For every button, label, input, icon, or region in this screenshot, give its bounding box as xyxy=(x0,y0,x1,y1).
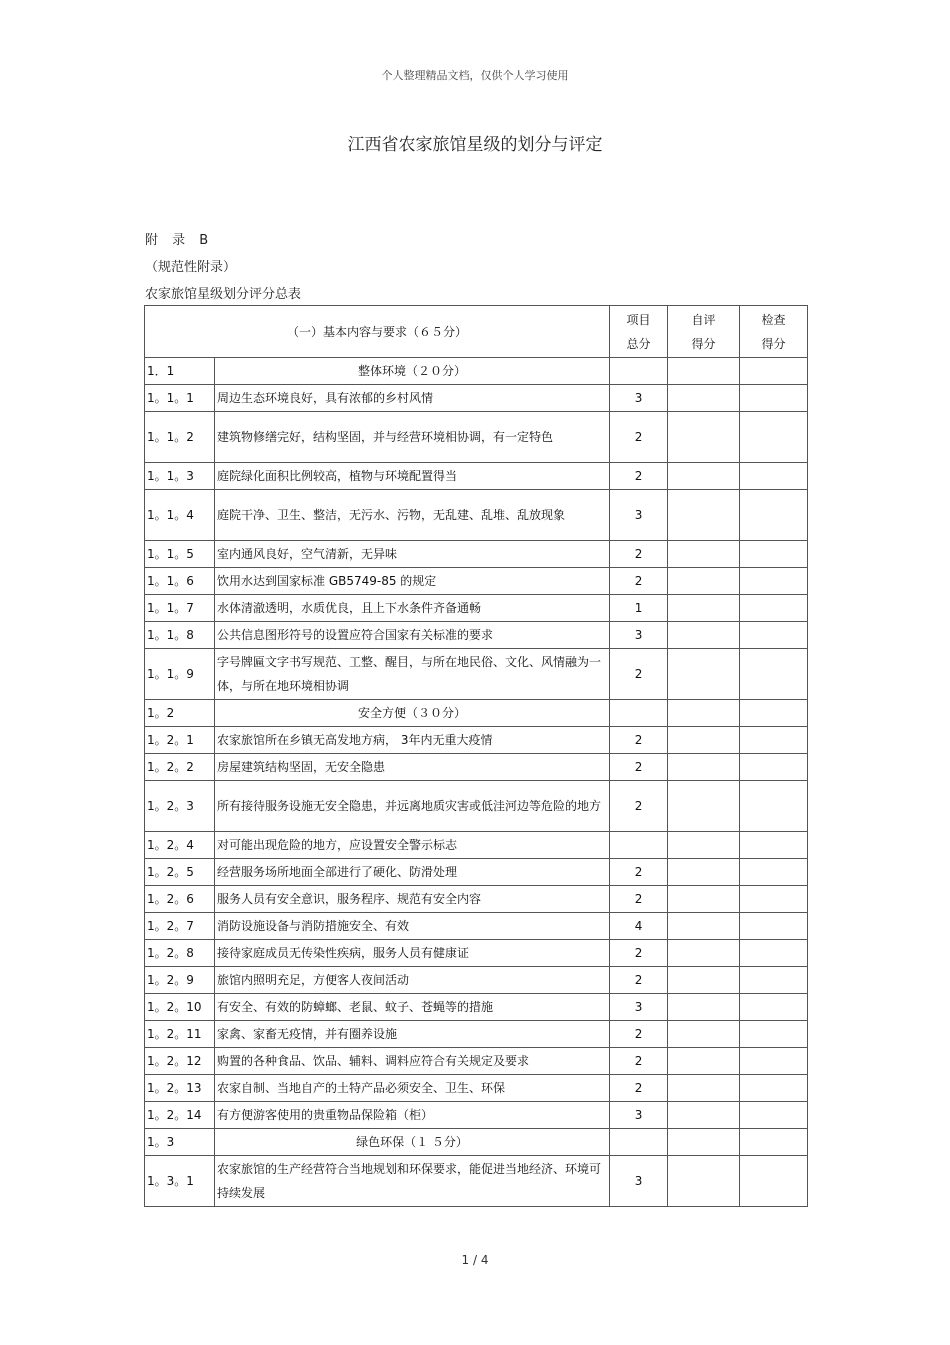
check-score-cell xyxy=(740,1048,808,1075)
item-number: 1。2。7 xyxy=(145,913,215,940)
table-row xyxy=(145,754,808,781)
item-total-score: 2 xyxy=(610,727,668,754)
table-header-row xyxy=(145,306,808,358)
item-description: 经营服务场所地面全部进行了硬化、防滑处理 xyxy=(215,859,610,886)
table-row xyxy=(145,1048,808,1075)
item-total-score: 2 xyxy=(610,967,668,994)
group-title: 整体环境（２０分） xyxy=(215,358,610,385)
item-description: 所有接待服务设施无安全隐患，并远离地质灾害或低洼河边等危险的地方 xyxy=(215,781,610,832)
check-score-cell xyxy=(740,700,808,727)
self-score-cell xyxy=(668,1075,740,1102)
check-score-cell xyxy=(740,754,808,781)
check-score-cell xyxy=(740,913,808,940)
self-score-cell xyxy=(668,649,740,700)
check-score-cell xyxy=(740,781,808,832)
item-number: 1。1。5 xyxy=(145,541,215,568)
table-row xyxy=(145,1021,808,1048)
item-number: 1。1。4 xyxy=(145,490,215,541)
self-score-cell xyxy=(668,1048,740,1075)
group-row xyxy=(145,1129,808,1156)
table-row xyxy=(145,967,808,994)
column-header-check-line1: 检查 xyxy=(761,312,786,327)
check-score-cell xyxy=(740,1129,808,1156)
table-row xyxy=(145,727,808,754)
table-row xyxy=(145,859,808,886)
self-score-cell xyxy=(668,541,740,568)
page-number: 1 / 4 xyxy=(461,1253,489,1267)
self-score-cell xyxy=(668,940,740,967)
score-table xyxy=(144,305,808,1207)
item-total-score: 2 xyxy=(610,754,668,781)
section-header: （一）基本内容与要求（６５分） xyxy=(145,306,610,358)
check-score-cell xyxy=(740,1156,808,1207)
item-total-score: 2 xyxy=(610,463,668,490)
column-header-self xyxy=(668,306,740,358)
self-score-cell xyxy=(668,358,740,385)
item-total-score: 3 xyxy=(610,1102,668,1129)
item-total-score: 2 xyxy=(610,541,668,568)
item-number: 1。2。8 xyxy=(145,940,215,967)
self-score-cell xyxy=(668,385,740,412)
self-score-cell xyxy=(668,595,740,622)
item-total-score: 4 xyxy=(610,913,668,940)
item-total-score: 2 xyxy=(610,940,668,967)
check-score-cell xyxy=(740,541,808,568)
self-score-cell xyxy=(668,1129,740,1156)
item-total-score: 2 xyxy=(610,886,668,913)
table-caption: 农家旅馆星级划分评分总表 xyxy=(145,287,302,302)
table-row xyxy=(145,886,808,913)
table-row xyxy=(145,649,808,700)
group-title: 绿色环保（１ ５分） xyxy=(215,1129,610,1156)
column-header-total xyxy=(610,306,668,358)
item-description: 字号牌匾文字书写规范、工整、醒目，与所在地民俗、文化、风情融为一体，与所在地环境相协调 xyxy=(215,649,610,700)
item-total-score: 2 xyxy=(610,1048,668,1075)
item-total-score: 2 xyxy=(610,781,668,832)
item-description: 农家自制、当地自产的土特产品必须安全、卫生、环保 xyxy=(215,1075,610,1102)
item-number: 1．1 xyxy=(145,358,215,385)
self-score-cell xyxy=(668,913,740,940)
table-row xyxy=(145,490,808,541)
table-row xyxy=(145,1102,808,1129)
item-description: 对可能出现危险的地方，应设置安全警示标志 xyxy=(215,832,610,859)
item-description: 公共信息图形符号的设置应符合国家有关标准的要求 xyxy=(215,622,610,649)
item-total-score: 3 xyxy=(610,1156,668,1207)
self-score-cell xyxy=(668,754,740,781)
item-total-score: 2 xyxy=(610,1075,668,1102)
item-total-score: 1 xyxy=(610,595,668,622)
item-number: 1。1。6 xyxy=(145,568,215,595)
item-description: 服务人员有安全意识，服务程序、规范有安全内容 xyxy=(215,886,610,913)
item-description: 农家旅馆的生产经营符合当地规划和环保要求，能促进当地经济、环境可持续发展 xyxy=(215,1156,610,1207)
item-total-score: 2 xyxy=(610,568,668,595)
item-number: 1。2。6 xyxy=(145,886,215,913)
check-score-cell xyxy=(740,463,808,490)
item-number: 1。2。13 xyxy=(145,1075,215,1102)
column-header-check-line2: 得分 xyxy=(761,336,786,351)
self-score-cell xyxy=(668,832,740,859)
group-row xyxy=(145,358,808,385)
item-number: 1。2。5 xyxy=(145,859,215,886)
self-score-cell xyxy=(668,859,740,886)
check-score-cell xyxy=(740,412,808,463)
appendix-type: （规范性附录） xyxy=(145,260,237,275)
item-description: 室内通风良好，空气清新，无异味 xyxy=(215,541,610,568)
item-total-score: 2 xyxy=(610,1021,668,1048)
table-row xyxy=(145,463,808,490)
item-total-score: 3 xyxy=(610,622,668,649)
check-score-cell xyxy=(740,832,808,859)
self-score-cell xyxy=(668,994,740,1021)
item-description: 购置的各种食品、饮品、辅料、调料应符合有关规定及要求 xyxy=(215,1048,610,1075)
item-number: 1。3。1 xyxy=(145,1156,215,1207)
item-description: 有方便游客使用的贵重物品保险箱（柜） xyxy=(215,1102,610,1129)
table-row xyxy=(145,781,808,832)
column-header-self-line1: 自评 xyxy=(691,312,716,327)
self-score-cell xyxy=(668,490,740,541)
item-number: 1。1。8 xyxy=(145,622,215,649)
item-description: 周边生态环境良好，具有浓郁的乡村风情 xyxy=(215,385,610,412)
item-number: 1。2。11 xyxy=(145,1021,215,1048)
item-total-score: 2 xyxy=(610,412,668,463)
table-row xyxy=(145,622,808,649)
self-score-cell xyxy=(668,622,740,649)
column-header-self-line2: 得分 xyxy=(691,336,716,351)
item-total-score: 2 xyxy=(610,649,668,700)
appendix-label: 附 录 B xyxy=(145,233,214,248)
check-score-cell xyxy=(740,568,808,595)
item-total-score xyxy=(610,1129,668,1156)
check-score-cell xyxy=(740,994,808,1021)
item-total-score xyxy=(610,700,668,727)
table-row xyxy=(145,385,808,412)
item-description: 有安全、有效的防蟑螂、老鼠、蚊子、苍蝇等的措施 xyxy=(215,994,610,1021)
item-total-score xyxy=(610,832,668,859)
item-total-score: 3 xyxy=(610,994,668,1021)
check-score-cell xyxy=(740,1102,808,1129)
item-number: 1。1。7 xyxy=(145,595,215,622)
table-row xyxy=(145,832,808,859)
table-row xyxy=(145,595,808,622)
item-number: 1。2。4 xyxy=(145,832,215,859)
self-score-cell xyxy=(668,1021,740,1048)
item-number: 1。1。2 xyxy=(145,412,215,463)
item-description: 庭院绿化面积比例较高，植物与环境配置得当 xyxy=(215,463,610,490)
self-score-cell xyxy=(668,886,740,913)
self-score-cell xyxy=(668,967,740,994)
item-description: 消防设施设备与消防措施安全、有效 xyxy=(215,913,610,940)
self-score-cell xyxy=(668,1102,740,1129)
item-description: 水体清澈透明，水质优良，且上下水条件齐备通畅 xyxy=(215,595,610,622)
item-number: 1。2。1 xyxy=(145,727,215,754)
check-score-cell xyxy=(740,385,808,412)
item-description: 庭院干净、卫生、整洁，无污水、污物，无乱建、乱堆、乱放现象 xyxy=(215,490,610,541)
item-description: 家禽、家畜无疫情，并有圈养设施 xyxy=(215,1021,610,1048)
check-score-cell xyxy=(740,1075,808,1102)
check-score-cell xyxy=(740,649,808,700)
group-title: 安全方便（３０分） xyxy=(215,700,610,727)
item-number: 1。2。9 xyxy=(145,967,215,994)
document-title: 江西省农家旅馆星级的划分与评定 xyxy=(347,135,603,155)
item-number: 1。2 xyxy=(145,700,215,727)
item-total-score: 2 xyxy=(610,859,668,886)
table-row xyxy=(145,1156,808,1207)
group-row xyxy=(145,700,808,727)
item-number: 1。2。2 xyxy=(145,754,215,781)
self-score-cell xyxy=(668,568,740,595)
self-score-cell xyxy=(668,700,740,727)
check-score-cell xyxy=(740,358,808,385)
check-score-cell xyxy=(740,595,808,622)
item-description: 建筑物修缮完好，结构坚固，并与经营环境相协调，有一定特色 xyxy=(215,412,610,463)
item-description: 接待家庭成员无传染性疾病，服务人员有健康证 xyxy=(215,940,610,967)
check-score-cell xyxy=(740,727,808,754)
item-description: 饮用水达到国家标准 GB5749-85 的规定 xyxy=(215,568,610,595)
self-score-cell xyxy=(668,412,740,463)
self-score-cell xyxy=(668,1156,740,1207)
column-header-total-line1: 项目 xyxy=(626,312,651,327)
self-score-cell xyxy=(668,727,740,754)
item-number: 1。1。3 xyxy=(145,463,215,490)
item-number: 1。2。12 xyxy=(145,1048,215,1075)
item-number: 1。2。3 xyxy=(145,781,215,832)
item-description: 农家旅馆所在乡镇无高发地方病， 3年内无重大疫情 xyxy=(215,727,610,754)
table-row xyxy=(145,568,808,595)
check-score-cell xyxy=(740,859,808,886)
item-description: 房屋建筑结构坚固，无安全隐患 xyxy=(215,754,610,781)
table-row xyxy=(145,541,808,568)
check-score-cell xyxy=(740,490,808,541)
table-row xyxy=(145,913,808,940)
column-header-total-line2: 总分 xyxy=(626,336,651,351)
item-number: 1。2。10 xyxy=(145,994,215,1021)
table-row xyxy=(145,1075,808,1102)
column-header-check xyxy=(740,306,808,358)
item-number: 1。3 xyxy=(145,1129,215,1156)
item-description: 旅馆内照明充足，方便客人夜间活动 xyxy=(215,967,610,994)
item-total-score: 3 xyxy=(610,385,668,412)
check-score-cell xyxy=(740,967,808,994)
check-score-cell xyxy=(740,1021,808,1048)
item-number: 1。1。1 xyxy=(145,385,215,412)
check-score-cell xyxy=(740,940,808,967)
item-number: 1。1。9 xyxy=(145,649,215,700)
table-row xyxy=(145,412,808,463)
self-score-cell xyxy=(668,463,740,490)
check-score-cell xyxy=(740,622,808,649)
item-number: 1。2。14 xyxy=(145,1102,215,1129)
table-row xyxy=(145,994,808,1021)
table-row xyxy=(145,940,808,967)
item-total-score: 3 xyxy=(610,490,668,541)
header-note: 个人整理精品文档，仅供个人学习使用 xyxy=(381,69,569,82)
check-score-cell xyxy=(740,886,808,913)
self-score-cell xyxy=(668,781,740,832)
item-total-score xyxy=(610,358,668,385)
